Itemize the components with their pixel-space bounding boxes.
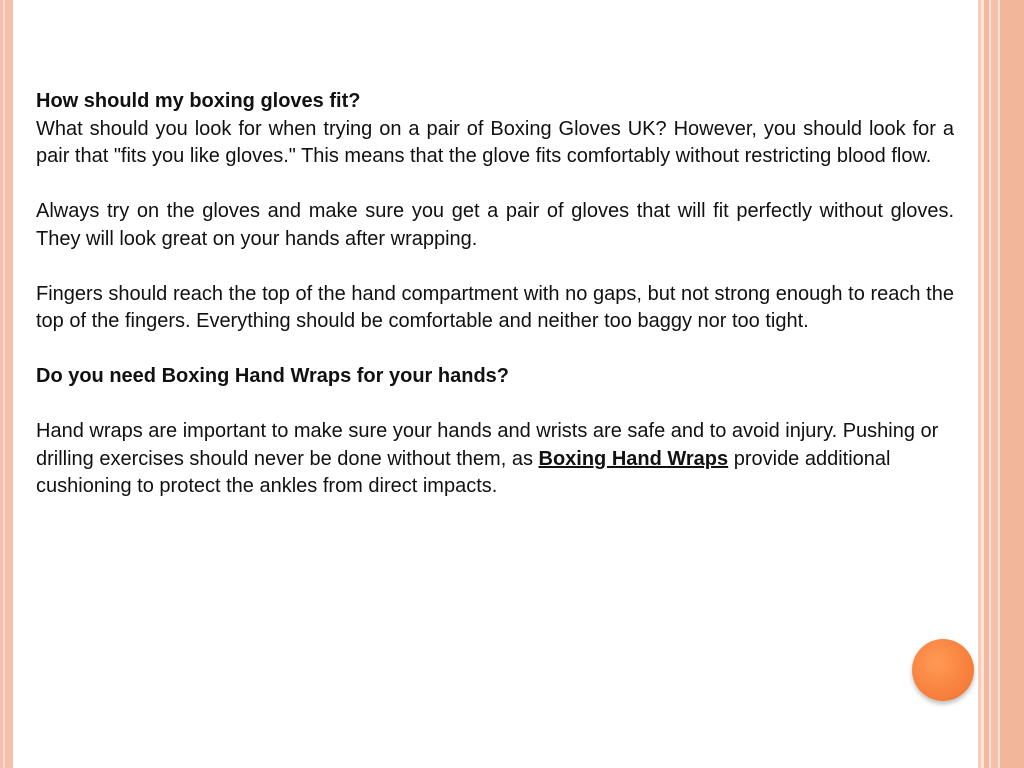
paragraph-spacer bbox=[36, 391, 954, 419]
paragraph-spacer bbox=[36, 336, 954, 364]
paragraph-glove-fit-intro: What should you look for when trying on a pair of Boxing Gloves UK? However, you should look for a pair that "fits you like gloves." This means that the glove fits comfortably without restricting blood flow. bbox=[36, 117, 954, 167]
paragraph-try-on-gloves: Always try on the gloves and make sure you get a pair of gloves that will fit perfectly without gloves. They will look great on your hands after wrapping. bbox=[36, 200, 954, 250]
paragraph-spacer bbox=[36, 171, 954, 199]
boxing-hand-wraps-link[interactable]: Boxing Hand Wraps bbox=[538, 447, 729, 470]
stripe bbox=[991, 0, 998, 768]
slide-body-text bbox=[36, 88, 954, 501]
paragraph-spacer bbox=[36, 253, 954, 281]
section-heading-glove-fit: How should my boxing gloves fit? bbox=[36, 90, 361, 112]
section-heading-hand-wraps: Do you need Boxing Hand Wraps for your hands? bbox=[36, 365, 509, 387]
stripe bbox=[1000, 0, 1024, 768]
right-decorative-stripes bbox=[978, 0, 1024, 768]
hand-wraps-text-before-link: Hand wraps are important to make sure your hands and wrists are safe and to avoid injury. Pushing or drilling exercises should never be done without them, as bbox=[36, 420, 939, 470]
left-border-stripe bbox=[0, 0, 13, 768]
paragraph-hand-wraps bbox=[36, 418, 954, 501]
orange-circle-decoration bbox=[912, 639, 974, 701]
hand-wraps-text-after-link: provide additional cushioning to protect the ankles from direct impacts. bbox=[36, 447, 891, 497]
paragraph-finger-fit: Fingers should reach the top of the hand compartment with no gaps, but not strong enough to reach the top of the fingers. Everything should be comfortable and neither too baggy nor too tight. bbox=[36, 282, 954, 332]
